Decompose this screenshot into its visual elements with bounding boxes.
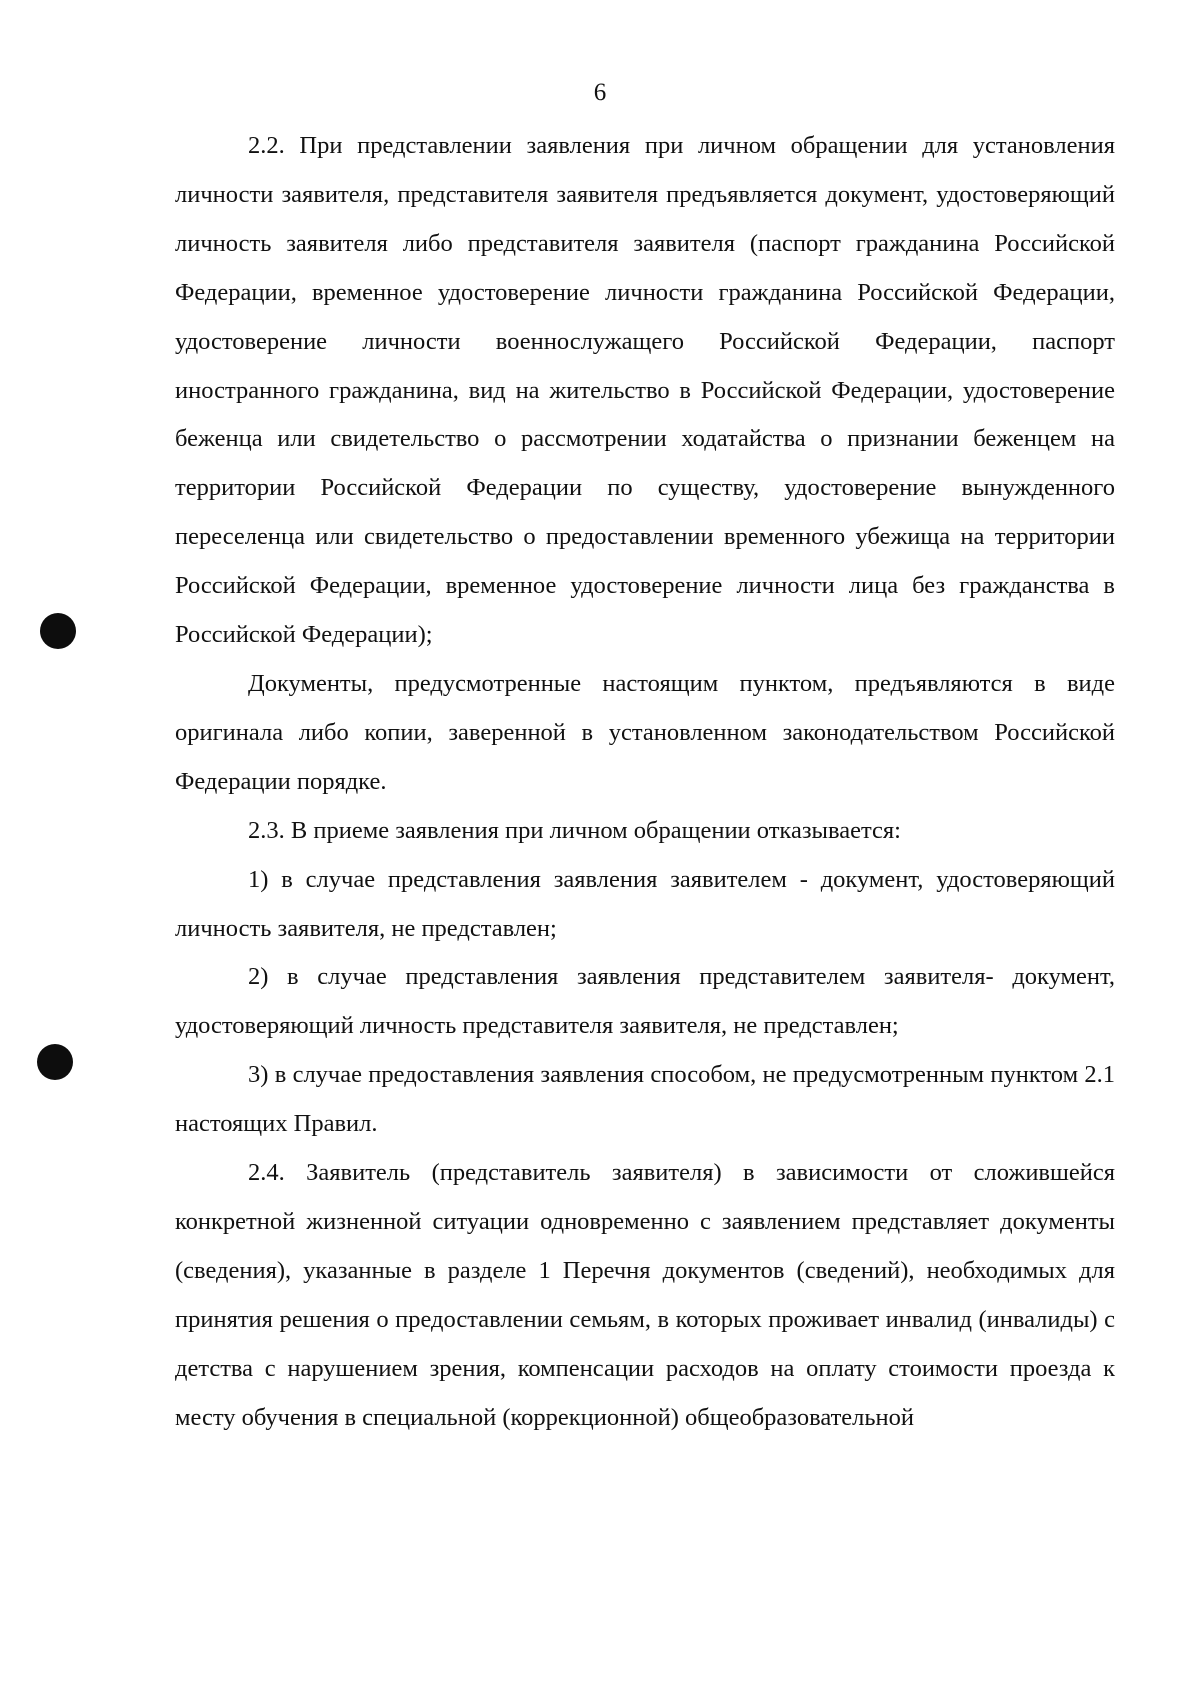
list-item-3: 3) в случае предоставления заявления способом, не предусмотренным пунктом 2.1 настоящих Правил. — [175, 1061, 1115, 1138]
list-item-1: 1) в случае представления заявления заявителем - документ, удостоверяющий личность заявителя, не представлен; — [175, 865, 1115, 942]
paragraph-2-2: 2.2. При представлении заявления при личном обращении для установления личности заявителя, представителя заявителя предъявляется документ, удостоверяющий личность заявителя либо представителя заявителя (паспорт гражданина Российской Федерации, временное удостоверение личности гражданина Российской Федерации, удостоверение личности военнослужащего Российской Федерации, паспорт иностранного гражданина, вид на жительство в Российской Федерации, удостоверение беженца или свидетельство о рассмотрении ходатайства о признании беженцем на территории Российской Федерации по существу, удостоверение вынужденного переселенца или свидетельство о предоставлении временного убежища на территории Российской Федерации, временное удостоверение личности лица без гражданства в Российской Федерации); — [175, 132, 1115, 649]
punch-hole — [40, 613, 76, 649]
paragraph-2-3: 2.3. В приеме заявления при личном обращении отказывается: — [248, 816, 901, 844]
paragraph-2-4: 2.4. Заявитель (представитель заявителя) в зависимости от сложившейся конкретной жизненной ситуации одновременно с заявлением представляет документы (сведения), указанные в разделе 1 Перечня документов (сведений), необходимых для принятия решения о предоставлении семьям, в которых проживает инвалид (инвалиды) с детства с нарушением зрения, компенсации расходов на оплату стоимости проезда к месту обучения в специальной (коррекционной) общеобразовательной — [175, 1159, 1115, 1431]
list-item-2: 2) в случае представления заявления представителем заявителя- документ, удостоверяющий личность представителя заявителя, не представлен; — [175, 963, 1115, 1040]
paragraph-documents-originals: Документы, предусмотренные настоящим пунктом, предъявляются в виде оригинала либо копии, заверенной в установленном законодательством Российской Федерации порядке. — [175, 669, 1115, 795]
document-body — [175, 122, 1115, 1442]
punch-hole — [37, 1044, 73, 1080]
page-number: 6 — [593, 79, 607, 106]
